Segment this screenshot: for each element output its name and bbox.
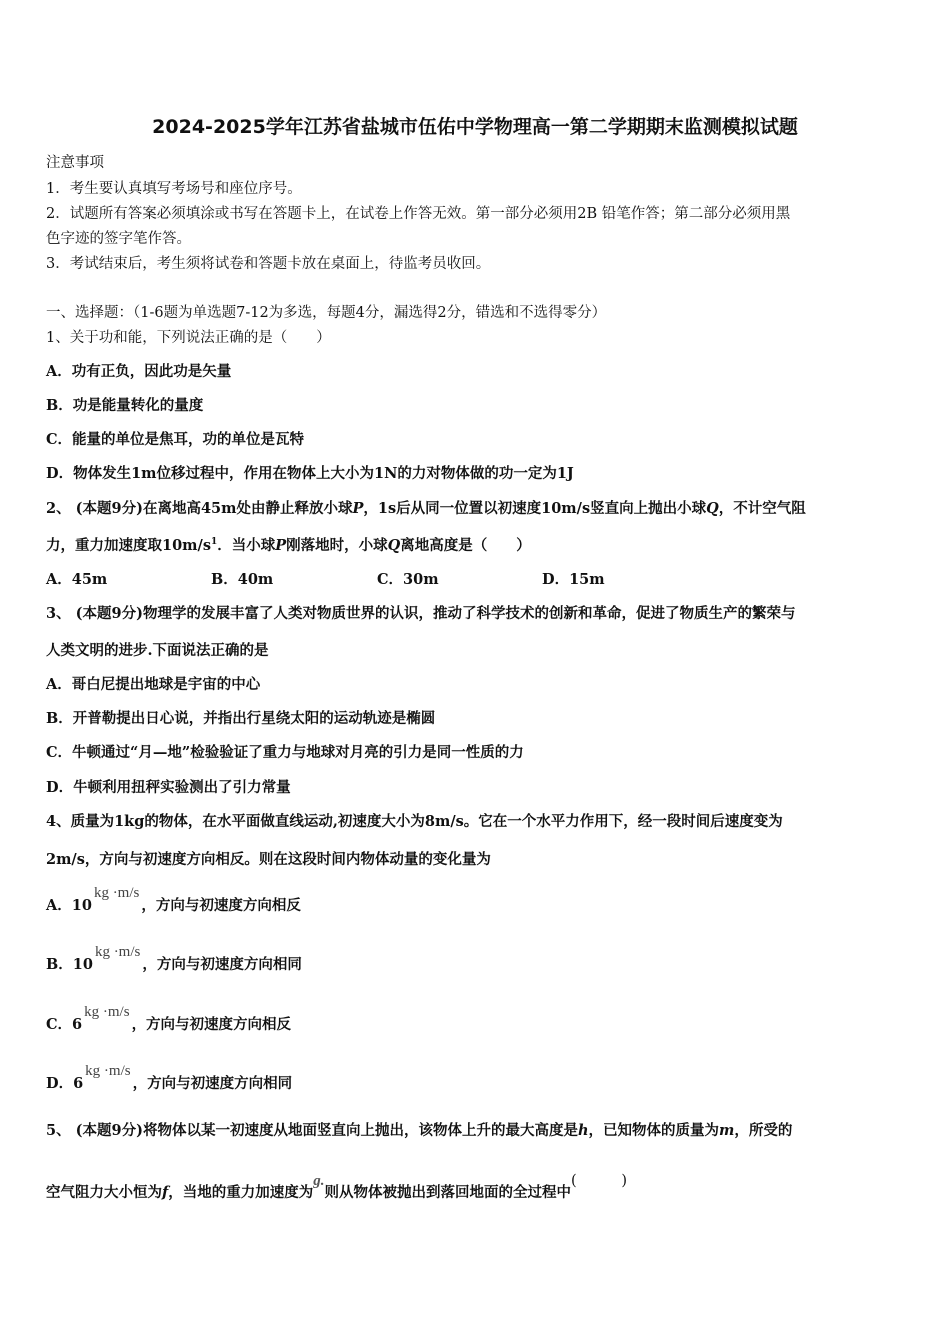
question-5-line-2: 空气阻力大小恒为f，当地的重力加速度为g.则从物体被抛出到落回地面的全过程中( ) [46, 1173, 627, 1201]
question-4-option-a: A．10kg ·m/s，方向与初速度方向相反 [46, 885, 301, 914]
answer-blank: ( ) [571, 1173, 627, 1189]
page-title: 2024-2025学年江苏省盐城市伍佑中学物理高一第二学期期末监测模拟试题 [152, 116, 798, 138]
gravity-symbol: g. [313, 1173, 325, 1189]
question-1-option-b: B．功是能量转化的量度 [46, 397, 204, 414]
question-1-option-a: A．功有正负，因此功是矢量 [46, 363, 232, 380]
question-3-option-a: A．哥白尼提出地球是宇宙的中心 [46, 676, 261, 693]
notice-item: 3．考试结束后，考生须将试卷和答题卡放在桌面上，待监考员收回。 [46, 256, 491, 272]
notice-heading: 注意事项 [46, 155, 104, 171]
question-3-option-b: B．开普勒提出日心说，并指出行星绕太阳的运动轨迹是椭圆 [46, 710, 436, 727]
question-1-option-c: C．能量的单位是焦耳，功的单位是瓦特 [46, 431, 305, 448]
question-2-option-c: C．30m [377, 571, 439, 588]
question-1-stem: 1、关于功和能，下列说法正确的是（ ） [46, 330, 331, 346]
question-4-line-2: 2m/s，方向与初速度方向相反。则在这段时间内物体动量的变化量为 [46, 851, 491, 868]
unit-label: kg ·m/s [85, 1063, 131, 1079]
unit-label: kg ·m/s [94, 944, 141, 960]
question-3-option-d: D．牛顿利用扭秤实验测出了引力常量 [46, 779, 291, 796]
question-2-option-a: A．45m [46, 571, 108, 588]
notice-item: 色字迹的签字笔作答。 [46, 231, 191, 247]
question-3-option-c: C．牛顿通过“月—地”检验验证了重力与地球对月亮的引力是同一性质的力 [46, 744, 524, 761]
question-2-option-d: D．15m [542, 571, 605, 588]
question-3-line-1: 3、 (本题9分)物理学的发展丰富了人类对物质世界的认识，推动了科学技术的创新和革命，促进了物质生产的繁荣与 [46, 605, 796, 622]
question-2-line-2: 力，重力加速度取$10m/s^1$．当小球P刚落地时，小球Q离地高度是（ ） [46, 537, 531, 554]
notice-item: 2．试题所有答案必须填涂或书写在答题卡上，在试卷上作答无效。第一部分必须用2B 铅笔作答；第二部分必须用黑 [46, 206, 791, 222]
question-1-option-d: D．物体发生1m位移过程中，作用在物体上大小为1N的力对物体做的功一定为1J [46, 465, 574, 482]
unit-label: kg ·m/s [84, 1004, 130, 1020]
question-4-option-d: D．6kg ·m/s，方向与初速度方向相同 [46, 1063, 293, 1092]
question-4-option-c: C．6kg ·m/s，方向与初速度方向相反 [46, 1004, 292, 1033]
question-2-line-1: 2、 (本题9分)在离地高45m处由静止释放小球P，1s后从同一位置以初速度10m/s竖直向上抛出小球Q，不计空气阻 [46, 500, 806, 517]
question-4-option-b: B．10kg ·m/s，方向与初速度方向相同 [46, 944, 302, 973]
section-heading: 一、选择题：（1-6题为单选题7-12为多选，每题4分，漏选得2分，错选和不选得零分） [46, 305, 607, 321]
question-5-line-1: 5、 (本题9分)将物体以某一初速度从地面竖直向上抛出，该物体上升的最大高度是h，已知物体的质量为m，所受的 [46, 1122, 793, 1139]
question-2-option-b: B．40m [211, 571, 274, 588]
unit-label: kg ·m/s [93, 885, 140, 901]
question-3-line-2: 人类文明的进步.下面说法正确的是 [46, 642, 269, 659]
question-4-line-1: 4、质量为1kg的物体，在水平面做直线运动,初速度大小为8m/s。它在一个水平力作用下，经一段时间后速度变为 [46, 813, 783, 830]
notice-item: 1．考生要认真填写考场号和座位序号。 [46, 181, 302, 197]
